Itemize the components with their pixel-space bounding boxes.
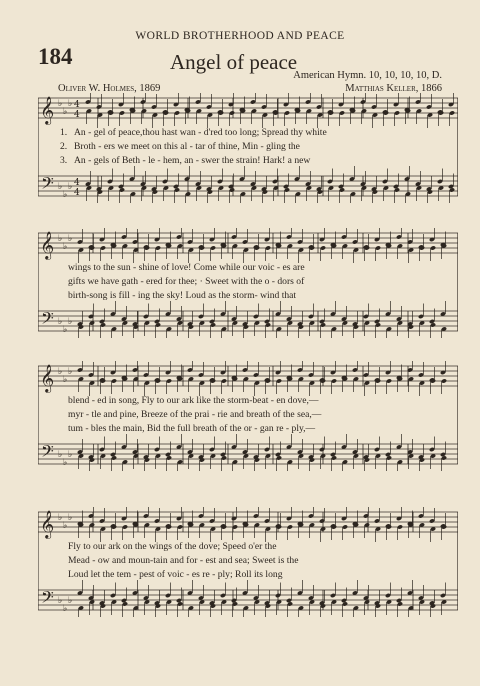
time-signature: 4 bbox=[74, 188, 80, 198]
verse-number: 3. bbox=[60, 155, 68, 166]
lyric-text: tum - bles the main, Bid the full breath of the or - gan re - ply,— bbox=[68, 423, 316, 434]
flat-sign: ♭ bbox=[58, 182, 63, 192]
treble-clef: 𝄞 bbox=[40, 510, 55, 538]
lyric-line bbox=[38, 555, 458, 567]
lyric-text: Fly to our ark on the wings of the dove; Speed o'er the bbox=[68, 541, 277, 552]
flat-sign: ♭ bbox=[68, 182, 73, 192]
lyric-text: An - gels of Beth - le - hem, an - swer the strain! Hark! a new bbox=[74, 155, 311, 166]
lyric-line bbox=[38, 409, 458, 421]
treble-clef: 𝄞 bbox=[40, 231, 55, 259]
hymn-number: 184 bbox=[38, 44, 73, 69]
music-system bbox=[38, 228, 458, 338]
lyric-text: gifts we have gath - ered for thee; · Sweet with the o - dors of bbox=[68, 276, 305, 287]
flat-sign: ♭ bbox=[63, 242, 68, 252]
flat-sign: ♭ bbox=[63, 604, 68, 614]
flat-sign: ♭ bbox=[63, 375, 68, 385]
flat-sign: ♭ bbox=[58, 596, 63, 606]
lyric-line bbox=[38, 155, 458, 167]
flat-sign: ♭ bbox=[68, 367, 73, 377]
flat-sign: ♭ bbox=[68, 596, 73, 606]
flat-sign: ♭ bbox=[63, 190, 68, 200]
treble-clef: 𝄞 bbox=[40, 364, 55, 392]
lyric-text: Loud let the tem - pest of voic - es re - ply; Roll its long bbox=[68, 569, 283, 580]
section-title: WORLD BROTHERHOOD AND PEACE bbox=[135, 30, 345, 42]
lyric-line bbox=[38, 276, 458, 288]
flat-sign: ♭ bbox=[63, 521, 68, 531]
lyric-line bbox=[38, 262, 458, 274]
lyric-text: myr - tle and pine, Breeze of the prai - rie and breath of the sea,— bbox=[68, 409, 322, 420]
flat-sign: ♭ bbox=[68, 513, 73, 523]
lyric-line bbox=[38, 541, 458, 553]
lyric-text: Mead - ow and moun-tain and for - est and sea; Sweet is the bbox=[68, 555, 299, 566]
lyric-text: wings to the sun - shine of love! Come while our voic - es are bbox=[68, 262, 305, 273]
bass-clef: 𝄢 bbox=[41, 441, 54, 465]
flat-sign: ♭ bbox=[63, 325, 68, 335]
time-signature: 4 bbox=[74, 110, 80, 120]
music-system bbox=[38, 507, 458, 617]
bass-clef: 𝄢 bbox=[41, 308, 54, 332]
bass-clef: 𝄢 bbox=[41, 173, 54, 197]
lyric-text: birth-song is fill - ing the sky! Loud as the storm- wind that bbox=[68, 290, 297, 301]
flat-sign: ♭ bbox=[68, 450, 73, 460]
lyric-text: An - gel of peace,thou hast wan - d'red too long; Spread thy white bbox=[74, 127, 327, 138]
lyric-line bbox=[38, 127, 458, 139]
lyric-line bbox=[38, 423, 458, 435]
flat-sign: ♭ bbox=[58, 317, 63, 327]
treble-clef: 𝄞 bbox=[40, 96, 55, 124]
author-credit: Oliver W. Holmes, 1869 bbox=[58, 83, 161, 94]
time-signature: 4 bbox=[74, 178, 80, 188]
hymn-title: Angel of peace bbox=[170, 50, 298, 74]
music-system bbox=[38, 93, 458, 203]
flat-sign: ♭ bbox=[68, 99, 73, 109]
bass-clef: 𝄢 bbox=[41, 587, 54, 611]
lyric-line bbox=[38, 569, 458, 581]
flat-sign: ♭ bbox=[58, 513, 63, 523]
time-signature: 4 bbox=[74, 100, 80, 110]
flat-sign: ♭ bbox=[63, 107, 68, 117]
flat-sign: ♭ bbox=[58, 450, 63, 460]
flat-sign: ♭ bbox=[68, 234, 73, 244]
lyric-line bbox=[38, 395, 458, 407]
lyric-line bbox=[38, 141, 458, 153]
composer-credit: Matthias Keller, 1866 bbox=[345, 83, 442, 94]
flat-sign: ♭ bbox=[63, 458, 68, 468]
tune-info: American Hymn. 10, 10, 10, 10, D. bbox=[293, 70, 442, 81]
verse-number: 1. bbox=[60, 127, 68, 138]
lyric-line bbox=[38, 290, 458, 302]
flat-sign: ♭ bbox=[58, 99, 63, 109]
flat-sign: ♭ bbox=[58, 367, 63, 377]
flat-sign: ♭ bbox=[68, 317, 73, 327]
verse-number: 2. bbox=[60, 141, 68, 152]
flat-sign: ♭ bbox=[58, 234, 63, 244]
lyric-text: blend - ed in song, Fly to our ark like the storm-beat - en dove,— bbox=[68, 395, 319, 406]
music-system bbox=[38, 361, 458, 471]
lyric-text: Broth - ers we meet on this al - tar of thine, Min - gling the bbox=[74, 141, 300, 152]
